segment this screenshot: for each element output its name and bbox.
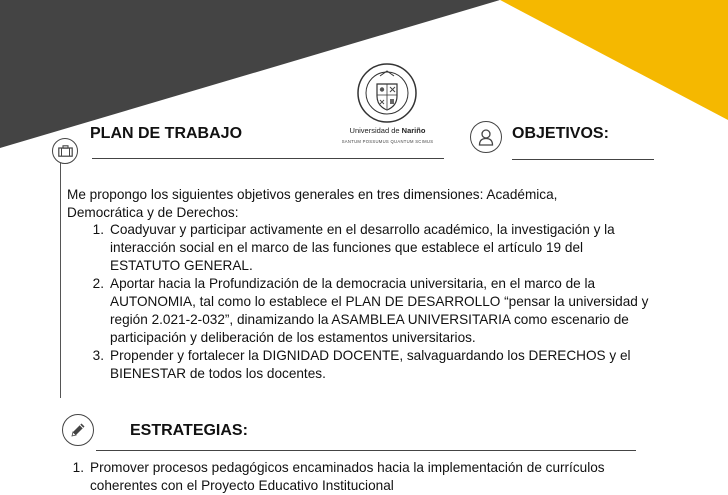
objective-text: Propender y fortalecer la DIGNIDAD DOCENTE, salvaguardando los DERECHOS y el BIENESTAR de todos los docentes. <box>110 348 631 381</box>
objective-number: 2. <box>92 276 104 291</box>
objective-item <box>92 221 655 275</box>
objectives-intro: Me propongo los siguientes objetivos generales en tres dimensiones: Académica, Democrática y de Derechos: <box>67 187 558 220</box>
pencil-icon <box>62 414 94 446</box>
objective-text: Aportar hacia la Profundización de la democracia universitaria, en el marco de la AUTONOMIA, tal como lo establece el PLAN DE DESARROLLO “pensar la universidad y región 2.021-2-032”, dinamizando la ASAMBLEA UNIVERSITARIA como escenario de participación y deliberación de los estamentos universitarios. <box>110 276 649 345</box>
yellow-banner <box>500 0 728 120</box>
person-icon <box>470 121 502 153</box>
briefcase-icon <box>52 138 78 164</box>
strategies-title: ESTRATEGIAS: <box>130 422 248 439</box>
university-logo <box>335 62 440 157</box>
university-name <box>335 126 440 135</box>
university-name-highlight: Nariño <box>401 126 426 135</box>
objective-text: Coadyuvar y participar activamente en el desarrollo académico, la investigación y la interacción social en el marco de las funciones que establece el artículo 19 del ESTATUTO GENERAL. <box>110 222 615 273</box>
strategy-item <box>72 459 635 495</box>
strategy-text: Promover procesos pedagógicos encaminados hacia la implementación de currículos coherentes con el Proyecto Educativo Institucional <box>90 460 605 493</box>
objective-number: 3. <box>92 348 104 363</box>
university-name-prefix: Universidad de <box>349 126 402 135</box>
left-guide-line <box>60 162 61 398</box>
plan-title: PLAN DE TRABAJO <box>90 125 243 142</box>
objective-number: 1. <box>92 222 104 237</box>
objectives-title: OBJETIVOS: <box>512 125 609 142</box>
strategy-number: 1. <box>72 460 84 475</box>
university-seal <box>356 62 418 124</box>
objective-item <box>92 275 655 347</box>
plan-title-underline <box>92 158 444 159</box>
strategies-title-underline <box>96 450 636 451</box>
objectives-list <box>92 221 655 383</box>
university-tagline: SANTUM POSSUMUS QUANTUM SCIMUS <box>341 139 434 144</box>
objectives-title-underline <box>512 159 654 160</box>
objective-item <box>92 347 655 383</box>
strategies-list <box>72 459 635 495</box>
